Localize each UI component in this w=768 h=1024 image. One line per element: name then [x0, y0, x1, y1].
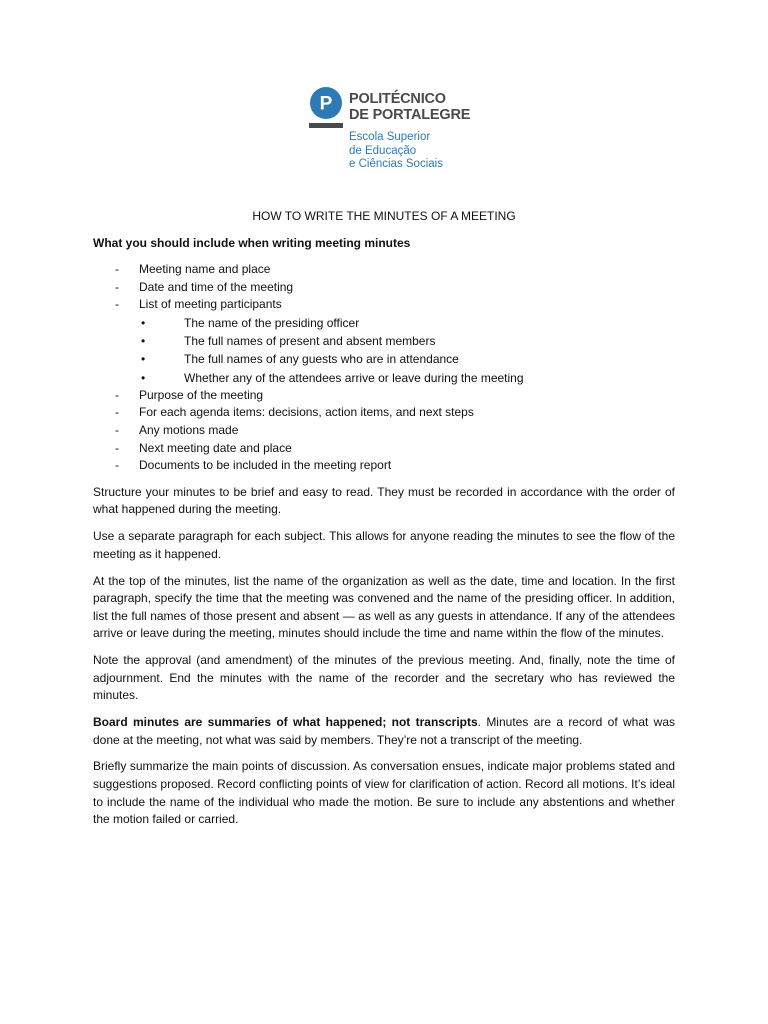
- list-item: [93, 261, 675, 279]
- include-list: [93, 261, 675, 475]
- sublist-item-text: The full names of any guests who are in attendance: [184, 352, 459, 367]
- list-item: [93, 279, 675, 297]
- list-item: [93, 422, 675, 440]
- logo-sub-line: Escola Superior: [349, 131, 431, 143]
- logo-name-line: DE PORTALEGRE: [349, 107, 471, 123]
- paragraph-separate: Use a separate paragraph for each subject. This allows for anyone reading the minutes to see the flow of the meeting as it happened.: [93, 529, 675, 561]
- dash-marker: -: [115, 422, 119, 437]
- sublist-item-text: The full names of present and absent members: [184, 334, 436, 349]
- list-item: [93, 440, 675, 458]
- section-heading: What you should include when writing meeting minutes: [93, 235, 411, 250]
- bullet-marker: •: [141, 334, 146, 349]
- list-item: [93, 457, 675, 475]
- sublist-item: [139, 332, 675, 350]
- dash-marker: -: [115, 297, 119, 312]
- list-item-text: List of meeting participants: [139, 297, 282, 312]
- list-item-text: Next meeting date and place: [139, 440, 292, 455]
- institution-logo: [309, 87, 469, 177]
- dash-marker: -: [115, 262, 119, 277]
- sublist-item-text: The name of the presiding officer: [184, 315, 360, 330]
- paragraph-structure: Structure your minutes to be brief and easy to read. They must be recorded in accordance with the order of what happened during the meeting.: [93, 484, 675, 517]
- list-item-text: Date and time of the meeting: [139, 279, 294, 294]
- list-item-text: For each agenda items: decisions, action items, and next steps: [139, 405, 474, 420]
- paragraph-summarize: Briefly summarize the main points of discussion. As conversation ensues, indicate major problems stated and suggestions proposed. Record conflicting points of view for clarification of action. Record all motions. It’s ideal to include the name of the individual who made the motion. Be sure to include any abstentions and whether the motion failed or carried.: [93, 759, 675, 827]
- participants-sublist: [139, 314, 675, 387]
- list-item-text: Documents to be included in the meeting report: [139, 458, 392, 473]
- list-item-text: Any motions made: [139, 422, 239, 437]
- paragraph-top-of-minutes: At the top of the minutes, list the name of the organization as well as the date, time and location. In the first paragraph, specify the time that the meeting was convened and the name of the presiding officer. In addition, list the full names of those present and absent — as well as any guests in attendance. If any of the attendees arrive or leave during the meeting, minutes should include the time and name within the flow of the minutes.: [93, 573, 675, 641]
- list-item-text: Purpose of the meeting: [139, 387, 264, 402]
- logo-institution-name: [349, 91, 470, 123]
- sublist-item: [139, 350, 675, 368]
- bullet-marker: •: [141, 315, 146, 330]
- dash-marker: -: [115, 405, 119, 420]
- board-minutes-rest: . Minutes are a record of what was done at the meeting, not what was said by members. They’re not a transcript of the meeting.: [93, 715, 675, 747]
- list-item: [93, 404, 675, 422]
- list-item: [93, 387, 675, 405]
- sublist-item: [139, 314, 675, 332]
- logo-school-name: [349, 131, 443, 172]
- logo-sub-line: de Educação: [349, 144, 417, 157]
- list-item: [93, 296, 675, 386]
- dash-marker: -: [115, 458, 119, 473]
- logo-name-line: POLITÉCNICO: [349, 91, 446, 107]
- bullet-marker: •: [141, 370, 146, 385]
- dash-marker: -: [115, 279, 119, 294]
- list-item-text: Meeting name and place: [139, 262, 271, 277]
- logo-sub-line: e Ciências Sociais: [349, 158, 443, 170]
- dash-marker: -: [115, 387, 119, 402]
- bullet-marker: •: [141, 352, 146, 367]
- document-body: [93, 208, 675, 838]
- board-minutes-lead: Board minutes are summaries of what happened; not transcripts: [93, 715, 478, 730]
- logo-mark-letter: P: [319, 93, 333, 115]
- dash-marker: -: [115, 440, 119, 455]
- sublist-item: [139, 369, 675, 387]
- logo-p-icon: [309, 87, 343, 131]
- paragraph-approval: Note the approval (and amendment) of the minutes of the previous meeting. And, finally, note the time of adjournment. End the minutes with the name of the recorder and the secretary who has reviewed the minutes.: [93, 653, 675, 703]
- sublist-item-text: Whether any of the attendees arrive or leave during the meeting: [184, 370, 524, 385]
- document-title: HOW TO WRITE THE MINUTES OF A MEETING: [252, 209, 516, 223]
- paragraph-board-minutes: [93, 714, 675, 749]
